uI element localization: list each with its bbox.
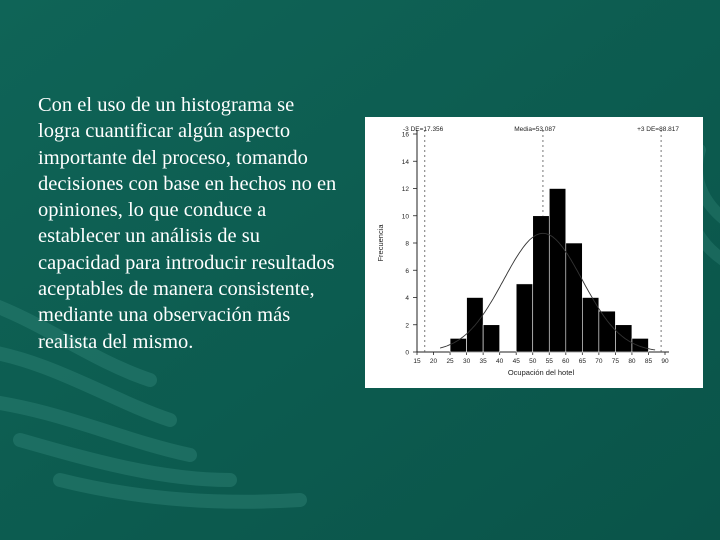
histogram-bar [615, 325, 632, 352]
x-axis-label: Ocupación del hotel [507, 368, 575, 377]
histogram-bar [549, 189, 566, 353]
x-tick-label: 20 [429, 358, 438, 365]
annotation-right-sd: +3 DE=88.817 [637, 126, 679, 133]
histogram-chart [365, 117, 703, 388]
histogram-figure [365, 117, 703, 388]
y-tick-label: 0 [405, 349, 409, 357]
histogram-bar [566, 243, 583, 352]
histogram-bar [582, 298, 599, 353]
histogram-bar [516, 284, 533, 352]
x-tick-label: 70 [595, 358, 603, 365]
slide-body-text: Con el uso de un histograma se logra cuantificar algún aspecto importante del proceso, tomando decisiones con base en hechos no en opiniones, lo que conduce a establecer un análisis de su capacidad para introducir resultados aceptables de manera consistente, mediante una observación más realista del mismo. [38, 94, 337, 353]
x-tick-label: 65 [578, 358, 586, 365]
x-tick-label: 75 [611, 358, 620, 365]
x-tick-label: 60 [562, 358, 570, 365]
x-tick-label: 40 [496, 358, 504, 365]
y-axis-label: Frecuencia [376, 224, 385, 262]
x-tick-label: 90 [661, 358, 669, 365]
y-tick-label: 8 [405, 240, 409, 248]
x-tick-label: 30 [462, 358, 471, 365]
x-tick-label: 85 [644, 358, 653, 365]
y-tick-label: 14 [401, 158, 409, 166]
x-tick-label: 55 [545, 358, 553, 365]
histogram-bar [483, 325, 500, 352]
y-tick-label: 2 [405, 322, 409, 330]
x-tick-label: 15 [413, 358, 421, 365]
y-tick-label: 4 [405, 295, 409, 302]
histogram-bar [632, 338, 649, 352]
x-tick-label: 45 [512, 358, 520, 365]
histogram-bar [599, 311, 616, 352]
y-tick-label: 16 [401, 131, 409, 139]
y-tick-label: 6 [405, 267, 409, 275]
x-tick-label: 50 [529, 358, 537, 365]
y-tick-label: 10 [401, 213, 409, 221]
histogram-bar [533, 216, 550, 352]
x-tick-label: 35 [479, 358, 487, 365]
y-tick-label: 12 [401, 186, 409, 193]
annotation-mean: Media=53.087 [514, 126, 556, 133]
annotation-left-sd: -3 DE=17.356 [403, 126, 444, 133]
x-tick-label: 80 [628, 358, 636, 365]
x-tick-label: 25 [446, 358, 454, 365]
